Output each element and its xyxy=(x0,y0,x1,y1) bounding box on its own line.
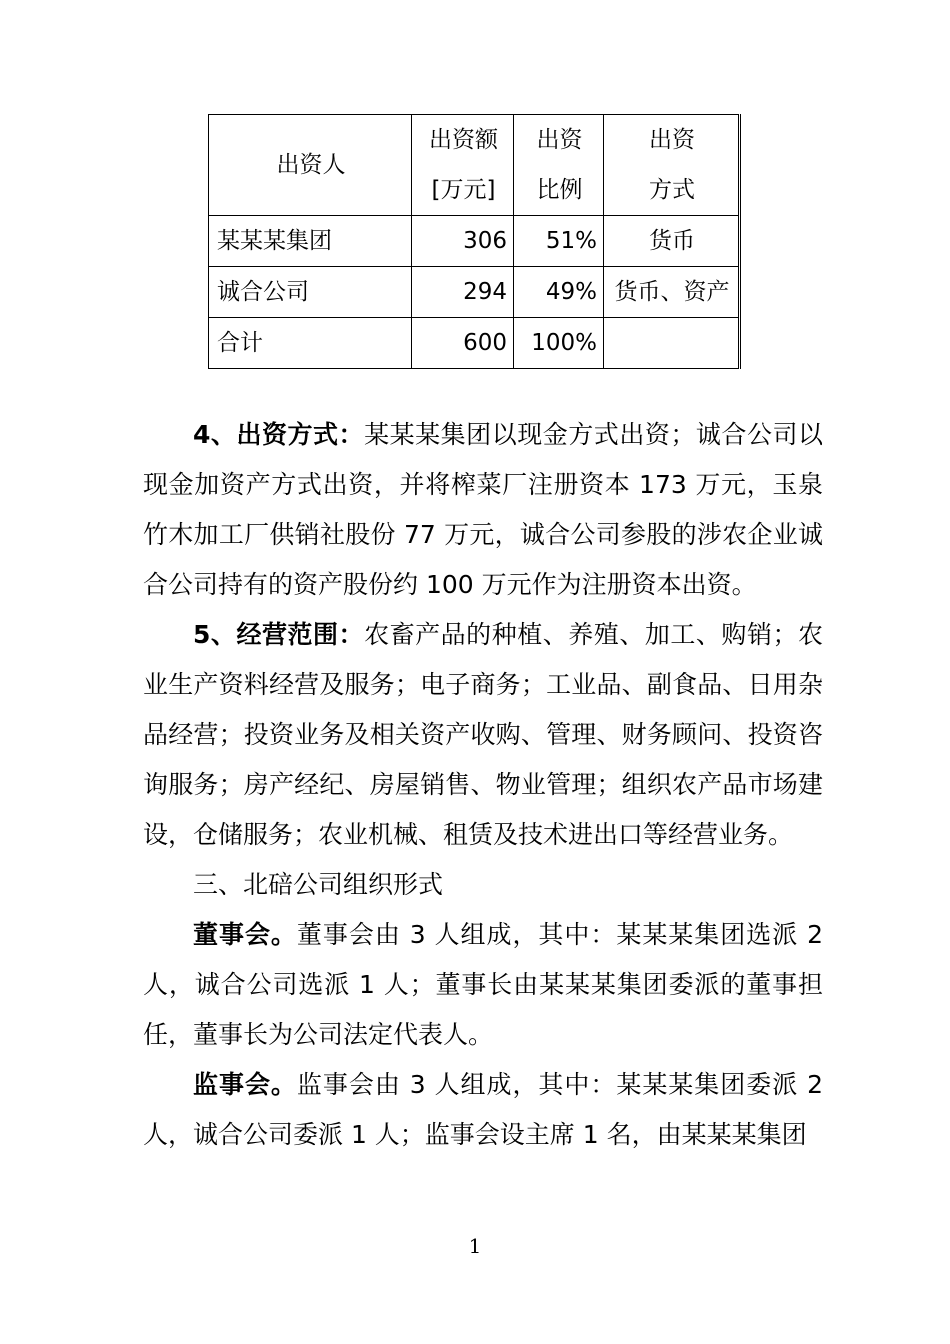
section-heading: 三、北碚公司组织形式 xyxy=(193,870,444,899)
header-method: 出资 方式 xyxy=(604,115,740,216)
cell-ratio: 51% xyxy=(514,216,604,267)
header-amount: 出资额 [万元] xyxy=(412,115,514,216)
paragraph-text: 农畜产品的种植、养殖、加工、购销；农业生产资料经营及服务；电子商务；工业品、副食品、日用杂品经营；投资业务及相关资产收购、管理、财务顾问、投资咨询服务；房产经纪、房屋销售、物业管理；组织农产品市场建设，仓储服务；农业机械、租赁及技术进出口等经营业务。 xyxy=(143,620,823,849)
paragraph-board xyxy=(143,910,823,1060)
paragraph-supervisory-board xyxy=(143,1060,823,1160)
paragraph-text: 某某某集团以现金方式出资；诚合公司以现金加资产方式出资，并将榨菜厂注册资本 173 万元，玉泉竹木加工厂供销社股份 77 万元，诚合公司参股的涉农企业诚合公司持有的资产股份约 100 万元作为注册资本出资。 xyxy=(143,420,823,599)
cell-method: 货币、资产 xyxy=(604,267,740,318)
header-investor: 出资人 xyxy=(209,115,412,216)
cell-investor: 合计 xyxy=(209,318,412,369)
section-label: 4、出资方式： xyxy=(193,420,365,449)
paragraph-text: 监事会由 3 人组成，其中：某某某集团委派 2 人，诚合公司委派 1 人；监事会设主席 1 名，由某某某集团 xyxy=(143,1070,823,1149)
table-header-row xyxy=(209,115,740,216)
cell-amount: 600 xyxy=(412,318,514,369)
header-ratio: 出资 比例 xyxy=(514,115,604,216)
cell-investor: 某某某集团 xyxy=(209,216,412,267)
table-row xyxy=(209,216,740,267)
document-body xyxy=(143,410,823,1160)
paragraph-contribution-method xyxy=(143,410,823,610)
section-label: 监事会。 xyxy=(193,1070,297,1099)
cell-ratio: 49% xyxy=(514,267,604,318)
capital-contribution-table xyxy=(208,114,741,369)
section-label: 5、经营范围： xyxy=(193,620,365,649)
paragraph-text: 董事会由 3 人组成，其中：某某某集团选派 2 人，诚合公司选派 1 人；董事长由某某某集团委派的董事担任，董事长为公司法定代表人。 xyxy=(143,920,823,1049)
cell-investor: 诚合公司 xyxy=(209,267,412,318)
page-number: 1 xyxy=(468,1234,482,1258)
cell-amount: 294 xyxy=(412,267,514,318)
cell-amount: 306 xyxy=(412,216,514,267)
section-label: 董事会。 xyxy=(193,920,297,949)
cell-method: 货币 xyxy=(604,216,740,267)
table-row xyxy=(209,267,740,318)
table-row xyxy=(209,318,740,369)
paragraph-business-scope xyxy=(143,610,823,860)
cell-method xyxy=(604,318,740,369)
cell-ratio: 100% xyxy=(514,318,604,369)
